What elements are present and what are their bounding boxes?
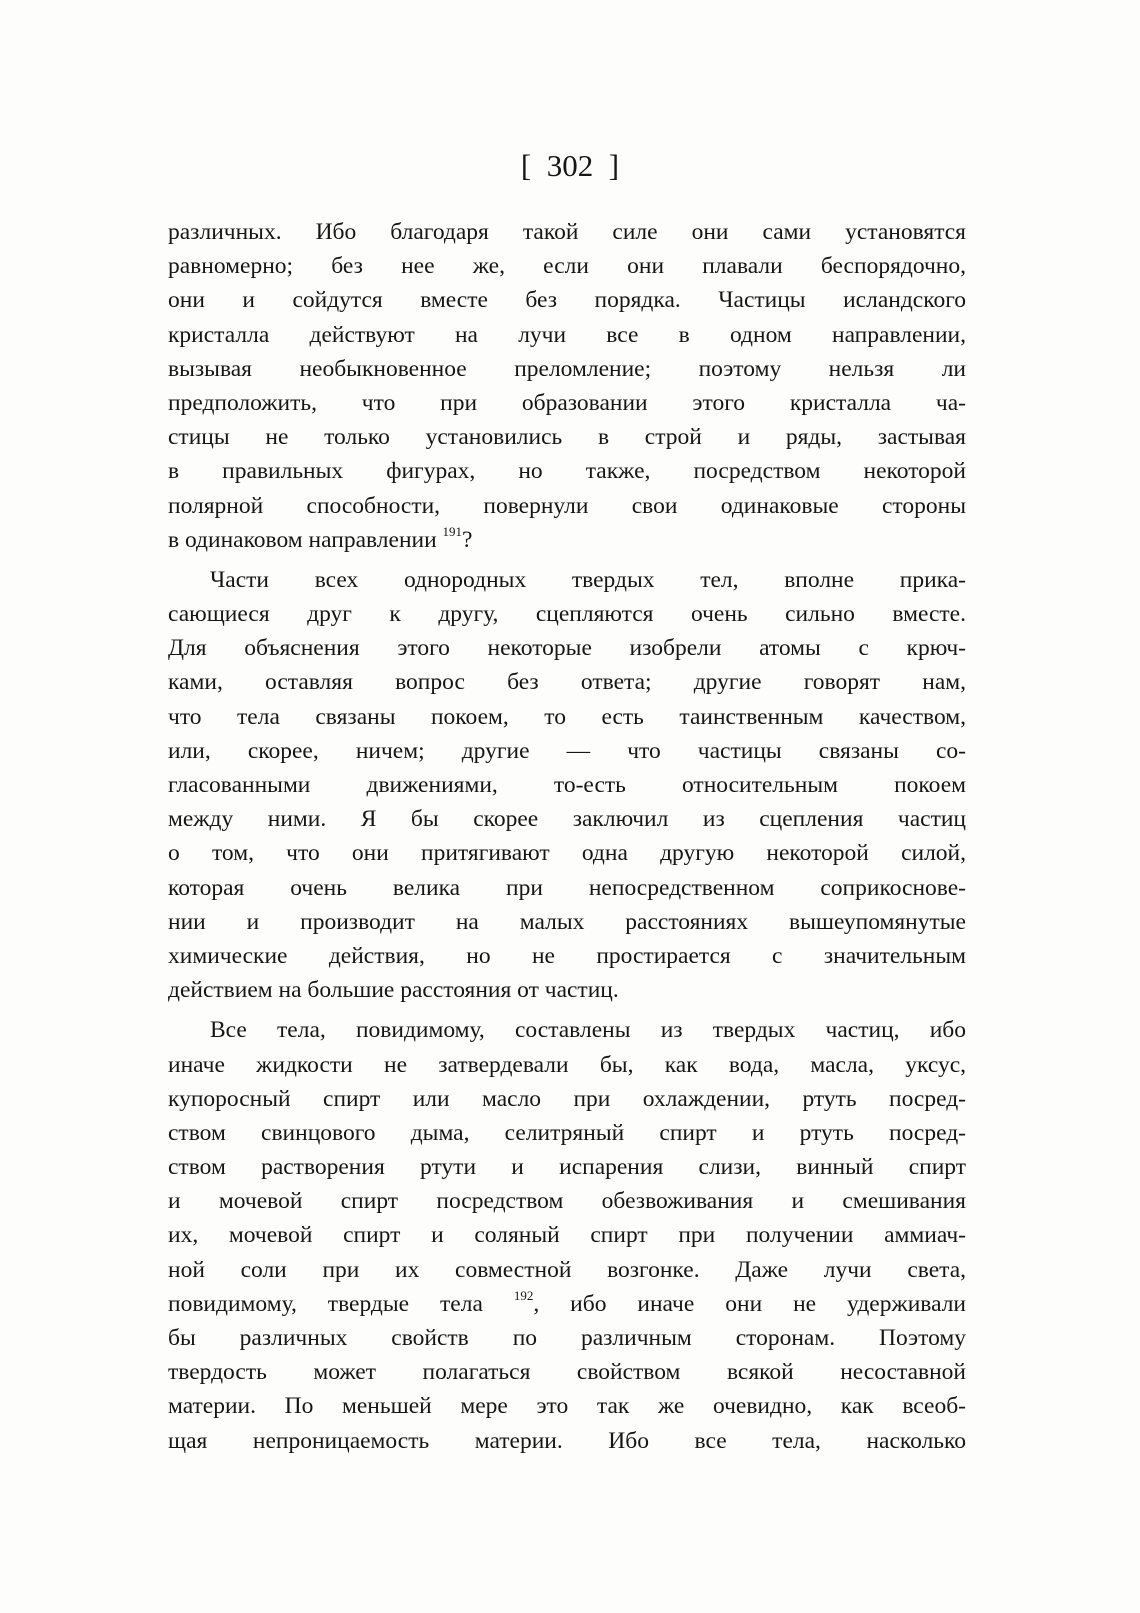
text-line: они и сойдутся вместе без порядка. Частицы исландского [168, 287, 966, 314]
text-line: иначе жидкости не затвердевали бы, как вода, масла, уксус, [168, 1051, 966, 1078]
text-line: и мочевой спирт посредством обезвоживания и смешивания [168, 1188, 966, 1215]
paragraph-2 [168, 563, 966, 1007]
text-line: гласованными движениями, то-есть относительным покоем [168, 772, 966, 798]
text-line: ством свинцового дыма, селитряный спирт и ртуть посред- [168, 1119, 966, 1146]
text-line: о том, что они притягивают одна другую некоторой силой, [168, 840, 966, 867]
text-line: ством растворения ртути и испарения слизи, винный спирт [168, 1154, 966, 1181]
text-line: сающиеся друг к другу, сцепляются очень сильно вместе. [168, 601, 966, 628]
text-line [168, 1287, 966, 1321]
paragraph-1 [168, 215, 966, 557]
text-line: в правильных фигурах, но также, посредством некоторой [168, 458, 966, 485]
text-fragment: , ибо иначе они не удерживали [533, 1290, 967, 1317]
text-fragment: в одинаковом направлении [168, 526, 443, 553]
text-line: действием на большие расстояния от частиц. [168, 977, 619, 1004]
footnote-marker[interactable]: 192 [513, 1287, 534, 1303]
text-line: что тела связаны покоем, то есть таинственным качеством, [168, 703, 966, 730]
text-line: нии и производит на малых расстояниях вышеупомянутые [168, 908, 966, 935]
footnote-marker[interactable]: 191 [442, 523, 463, 539]
text-line: химические действия, но не простирается с значительным [168, 942, 966, 969]
text-line: твердость может полагаться свойством всякой несоставной [168, 1359, 966, 1386]
text-line: купоросный спирт или масло при охлаждении, ртуть посред- [168, 1085, 966, 1112]
body-text [168, 215, 966, 1458]
text-line: равномерно; без нее же, если они плавали беспорядочно, [168, 253, 966, 280]
text-line: щая непроницаемость материи. Ибо все тела, насколько [168, 1427, 966, 1454]
text-line: между ними. Я бы скорее заключил из сцепления частиц [168, 806, 966, 833]
text-line: Все тела, повидимому, составлены из твердых частиц, ибо [210, 1017, 966, 1044]
text-line: их, мочевой спирт и соляный спирт при получении аммиач- [168, 1222, 966, 1249]
text-line: различных. Ибо благодаря такой силе они сами установятся [168, 219, 966, 245]
text-line: вызывая необыкновенное преломление; поэтому нельзя ли [168, 355, 966, 382]
text-line: ной соли при их совместной возгонке. Даже лучи света, [168, 1256, 966, 1283]
text-line: полярной способности, повернули свои одинаковые стороны [168, 492, 966, 519]
text-line: или, скорее, ничем; другие — что частицы связаны со- [168, 737, 966, 764]
paragraph-3 [168, 1013, 966, 1457]
text-line: ками, оставляя вопрос без ответа; другие говорят нам, [168, 669, 966, 696]
page-number: [ 302 ] [520, 148, 620, 183]
text-line: бы различных свойств по различным сторонам. Поэтому [168, 1325, 966, 1351]
text-line: которая очень велика при непосредственном соприкоснове- [168, 874, 966, 901]
text-fragment: ? [462, 526, 473, 553]
text-line: материи. По меньшей мере это так же очевидно, как всеоб- [168, 1393, 966, 1420]
text-line: Для объяснения этого некоторые изобрели атомы с крюч- [168, 635, 966, 662]
text-line: стицы не только установились в строй и ряды, застывая [168, 424, 966, 451]
text-line: предположить, что при образовании этого кристалла ча- [168, 389, 966, 416]
text-line [168, 523, 966, 557]
text-fragment: повидимому, твердые тела [168, 1290, 514, 1317]
text-line: Части всех однородных твердых тел, вполне прика- [210, 566, 966, 593]
text-line: кристалла действуют на лучи все в одном направлении, [168, 321, 966, 348]
